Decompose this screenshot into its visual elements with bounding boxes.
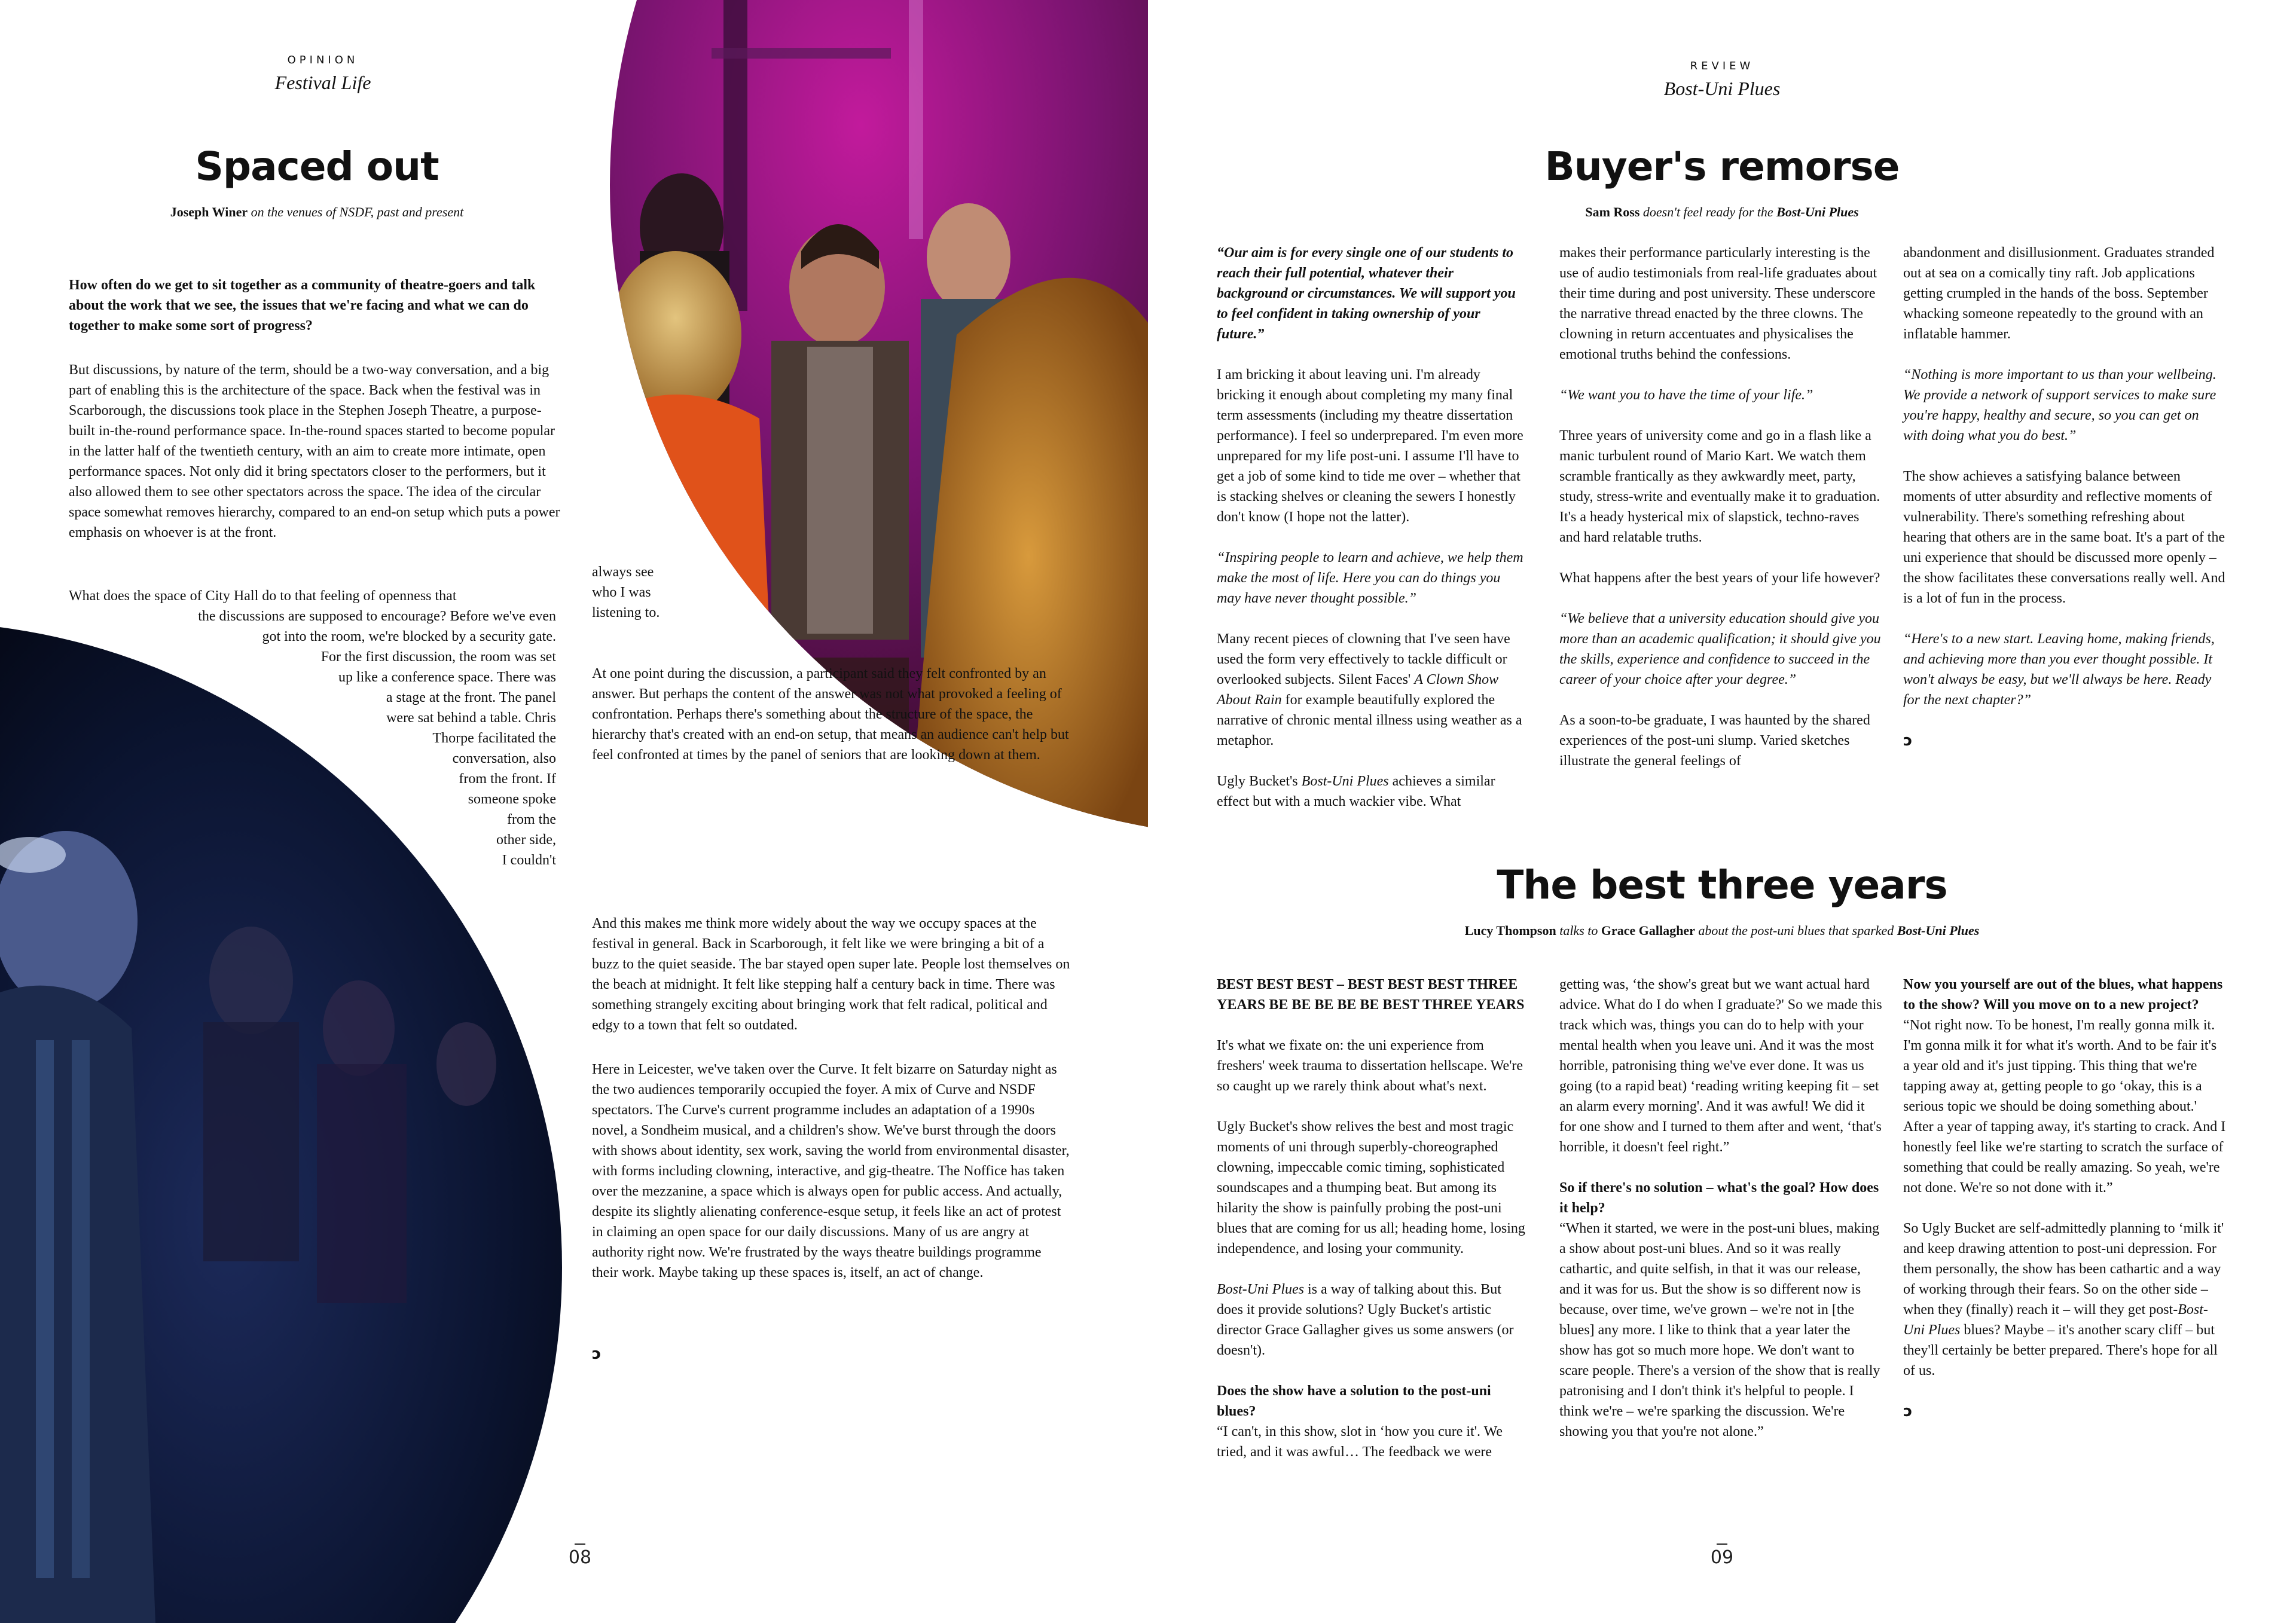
p2-line: Thorpe facilitated the — [432, 730, 556, 746]
left-byline — [84, 204, 550, 220]
right-page-number-text: 09 — [1710, 1547, 1734, 1568]
interview-p: Bost-Uni Plues is a way of talking about this. But does it provide solutions? Ugly Bucket's artistic director Grace Gallagher gives us some answers (or doesn't). — [1217, 1282, 1514, 1358]
review-quote: “We believe that a university education should give you more than an academic qualification; it should give you the skills, experience and confidence to succeed in the career of your choice after your degree.” — [1559, 611, 1881, 687]
interview-byline-author2: Grace Gallagher — [1601, 923, 1695, 938]
review-quote: “We want you to have the time of your life.” — [1559, 387, 1813, 403]
left-lede: How often do we get to sit together as a community of theatre-goers and talk about the work that we see, the issues that we're facing and what we can do together to make some sort of progress? — [69, 277, 536, 334]
left-body-p4: And this makes me think more widely about the way we occupy spaces at the festival in general. Back in Scarborough, it felt like we were bringing a bit of a buzz to the quiet seaside. The bar stayed open super late. People lost themselves on the beach at midnight. It felt like stepping half a century back in time. There was something strangely exciting about bringing work that felt radical, political and edgy to a town that felt so outdated. — [592, 916, 1070, 1033]
interview-question: Now you yourself are out of the blues, what happens to the show? Will you move on to a new project? — [1903, 977, 2223, 1013]
right-page-number — [1704, 1543, 1740, 1568]
right-byline — [1423, 204, 2021, 220]
review-quote: “Here's to a new start. Leaving home, making friends, and achieving more than you ever thought possible. It won't always be easy, but we'll always be here. Ready for the next chapter?” — [1903, 631, 2215, 708]
interview-question: So if there's no solution – what's the goal? How does it help? — [1559, 1180, 1879, 1216]
review-p: I am bricking it about leaving uni. I'm already bricking it enough about completing my many final term assessments (including my theatre dissertation performance). I feel so underprepared. I'm even more unprepared for my life post-uni. I assume I'll have to get a job of some kind to tide me over – whether that is stacking shelves or cleaning the sewers I honestly don't know (I hope not the latter). — [1217, 367, 1523, 525]
review-col1 — [1217, 243, 1528, 832]
interview-col1 — [1217, 974, 1531, 1483]
review-quote: “Nothing is more important to us than your wellbeing. We provide a network of support services to make sure you're happy, healthy and secure, so you can get on with doing what you do best.” — [1903, 367, 2216, 444]
left-byline-author: Joseph Winer — [170, 204, 248, 219]
p2-line: were sat behind a table. Chris — [386, 710, 556, 726]
interview-col3 — [1903, 974, 2226, 1422]
review-col3 — [1903, 243, 2226, 751]
review-p: Three years of university come and go in a flash like a manic turbulent round of Mario Kart. We watch them scramble frantically as they awkwardly meet, party, study, stress-write and eventually make it to graduation. It's a heady hysterical mix of slapstick, techno-raves and hard relatable truths. — [1559, 428, 1880, 545]
interview-byline — [1333, 923, 2111, 939]
interview-answer: “When it started, we were in the post-uni blues, making a show about post-uni blues. And so it was really cathartic, and quite selfish, in that it was our release, and it was for us. But the show is so different now is because, over time, we've grown – we're not in [the blues] any more. I like to think that a year later the show has got so much more hope. We don't want to scare people. There's a version of the show that is really patronising and I don't think it's helpful to people. I think we're – we're sparking the discussion. We're showing you that you're not alone.” — [1559, 1221, 1880, 1439]
p2-line: For the first discussion, the room was set — [320, 649, 556, 665]
left-body-p1: But discussions, by nature of the term, should be a two-way conversation, and a big part of enabling this is the architecture of the space. Back when the festival was in Scarborough, the discussions took place in the Stephen Joseph Theatre, a purpose-built in-the-round performance space. In-the-round spaces started to become popular in the latter half of the twentieth century, with an aim to create more intimate, open performance spaces. Not only did it bring spectators closer to the performers, but it also allowed them to see other spectators across the space. The idea of the circular space somewhat removes hierarchy, compared to an end-on setup which puts a power emphasis on whoever is at the front. — [69, 362, 560, 540]
right-byline-title: Bost-Uni Plues — [1776, 204, 1859, 219]
left-body-p3: At one point during the discussion, a participant said they felt confronted by an answer. But perhaps the content of the answer was not what provoked a feeling of confrontation. Perhaps there's something about the structure of the space, the hierarchy that's created with an end-on setup, that means an audience can't help but feel confronted at times by the panel of seniors that are looking down at them. — [592, 666, 1069, 763]
review-p: What happens after the best years of your life however? — [1559, 570, 1880, 586]
interview-byline-title: Bost-Uni Plues — [1897, 923, 1980, 938]
left-headline: Spaced out — [195, 143, 439, 189]
p2-line: from the — [507, 812, 556, 827]
review-p: makes their performance particularly interesting is the use of audio testimonials from real-life graduates about their time during and post university. These underscore the narrative thread enacted by the three clowns. The clowning in return accentuates and physicalises the emotional truths behind the confessions. — [1559, 245, 1877, 362]
p2-line: from the front. If — [459, 771, 556, 787]
review-p: The show achieves a satisfying balance between moments of utter absurdity and reflective moments of vulnerability. There's something refreshing about hearing that others are in the same boat. It's a part of the uni experience that should be discussed more openly – the show facilitates these conversations really well. And is a lot of fun in the process. — [1903, 469, 2225, 606]
review-p: As a soon-to-be graduate, I was haunted by the shared experiences of the post-uni slump. Varied sketches illustrate the general feelings of — [1559, 713, 1870, 769]
review-quote: “Inspiring people to learn and achieve, we help them make the most of life. Here you can do things you may have never thought possible.” — [1217, 550, 1523, 606]
p2-line: conversation, also — [452, 751, 556, 766]
review-p: Ugly Bucket's Bost-Uni Plues achieves a similar effect but with a much wackier vibe. What — [1217, 774, 1495, 809]
interview-lede: BEST BEST BEST – BEST BEST BEST THREE YEARS BE BE BE BE BE BEST THREE YEARS — [1217, 977, 1525, 1013]
p2-line: the discussions are supposed to encourage? Before we've even — [198, 609, 556, 624]
interview-p: So Ugly Bucket are self-admittedly planning to ‘milk it' and keep drawing attention to post-uni depression. For them personally, the show has been cathartic and a way of working through their fears. So on the other side – when they (finally) reach it – will they get post-Bost-Uni Plues blues? Maybe – it's another scary cliff – but they'll certainly be better prepared. There's hope for all of us. — [1903, 1221, 2224, 1379]
interview-p: getting was, ‘the show's great but we want actual hard advice. What do I do when I graduate?' So we made this track which was, things you can do to help with your mental health when you leave uni. And it was the most horrible, patronising thing we've ever done. It was us going (to a rapid beat) ‘reading writing keeping fit – set an alarm every morning'. And it was awful! We did it for one show and I turned to them after and went, ‘that's horrible, it doesn't feel right.” — [1559, 977, 1882, 1155]
review-col2 — [1559, 243, 1882, 791]
left-page-number — [562, 1543, 598, 1568]
left-subsection: Festival Life — [274, 72, 371, 93]
p2-line: up like a conference space. There was — [338, 670, 556, 685]
interview-byline-mid2: about the post-uni blues that sparked — [1698, 923, 1894, 938]
review-pullquote: “Our aim is for every single one of our students to reach their full potential, whatever their background or circumstances. We will support you to feel confident in taking ownership of your future.” — [1217, 245, 1516, 342]
right-headline: Buyer's remorse — [1544, 143, 1900, 189]
left-section-label: OPINION — [287, 54, 359, 66]
left-endmark: ↄ — [592, 1345, 602, 1363]
p2-line: I couldn't — [502, 852, 556, 868]
interview-col2 — [1559, 974, 1882, 1462]
review-p: Many recent pieces of clowning that I've seen have used the form very effectively to tackle difficult or overlooked subjects. Silent Faces' A Clown Show About Rain for example beautifully explored the narrative of chronic mental illness using weather as a metaphor. — [1217, 631, 1522, 748]
interview-p: It's what we fixate on: the uni experience from freshers' week trauma to dissertation hellscape. We're so caught up we rarely think about what's next. — [1217, 1038, 1523, 1094]
interview-p: Ugly Bucket's show relives the best and most tragic moments of uni through superbly-choreographed clowning, impeccable comic timing, sophisticated soundscapes and a thumping beat. But among its hilarity the show is painfully probing the post-uni blues that are coming for us all; heading home, losing independence, and losing your community. — [1217, 1119, 1525, 1257]
interview-headline: The best three years — [1497, 862, 1947, 908]
left-body-p2 — [69, 586, 556, 870]
left-body-p5: Here in Leicester, we've taken over the Curve. It felt bizarre on Saturday night as the two audiences temporarily occupied the foyer. A mix of Curve and NSDF spectators. The Curve's current programme includes an adaptation of a 1990s novel, a Sondheim musical, and a children's show. We've burst through the doors with shows about identity, sex work, saving the world from environmental disaster, with forms including clowning, interactive, and gig-theatre. The Noffice has taken over the mezzanine, a space which is always open for public access. And actually, despite its slightly alienating conference-esque setup, it feels like an act of protest in claiming an open space for our daily discussions. Many of us are angry at authority right now. We're frustrated by the ways theatre buildings programme their work. Maybe taking up these spaces is, itself, an act of change. — [592, 1062, 1070, 1280]
right-subsection: Bost-Uni Plues — [1663, 78, 1781, 99]
left-byline-rest: on the venues of NSDF, past and present — [251, 204, 464, 219]
p2-line: a stage at the front. The panel — [386, 690, 556, 705]
right-byline-rest: doesn't feel ready for the — [1642, 204, 1773, 219]
review-endmark: ↄ — [1903, 732, 1913, 750]
review-p: abandonment and disillusionment. Graduates stranded out at sea on a comically tiny raft. Job applications getting crumpled in the hands of the boss. September whacking someone repeatedly to the ground with an inflatable hammer. — [1903, 245, 2215, 342]
p2-line: other side, — [496, 832, 556, 848]
interview-byline-author1: Lucy Thompson — [1464, 923, 1556, 938]
right-section-label: REVIEW — [1690, 60, 1754, 72]
interview-question: Does the show have a solution to the post-uni blues? — [1217, 1383, 1491, 1419]
p2-line: someone spoke — [468, 791, 556, 807]
p2-line: What does the space of City Hall do to that feeling of openness that — [69, 588, 457, 604]
interview-endmark: ↄ — [1903, 1402, 1913, 1420]
right-byline-author: Sam Ross — [1585, 204, 1640, 219]
p2-line: got into the room, we're blocked by a security gate. — [262, 629, 556, 644]
interview-byline-mid1: talks to — [1559, 923, 1598, 938]
left-page-number-text: 08 — [568, 1547, 592, 1568]
interview-answer: “I can't, in this show, slot in ‘how you cure it'. We tried, and it was awful… The feedback we were — [1217, 1424, 1503, 1460]
interview-answer: “Not right now. To be honest, I'm really gonna milk it. I'm gonna milk it for what it's worth. And to be fair it's a year old and it's just tipping. This thing that we're tapping away at, getting people to go ‘okay, this is a serious topic we should be doing something about.' After a year of tapping away, it's starting to crack. And I honestly feel like we're starting to scratch the surface of something that could be really amazing. So yeah, we're not done. We're so not done with it.” — [1903, 1017, 2226, 1196]
left-body-p2-cont: always see who I was listening to. — [592, 564, 660, 621]
